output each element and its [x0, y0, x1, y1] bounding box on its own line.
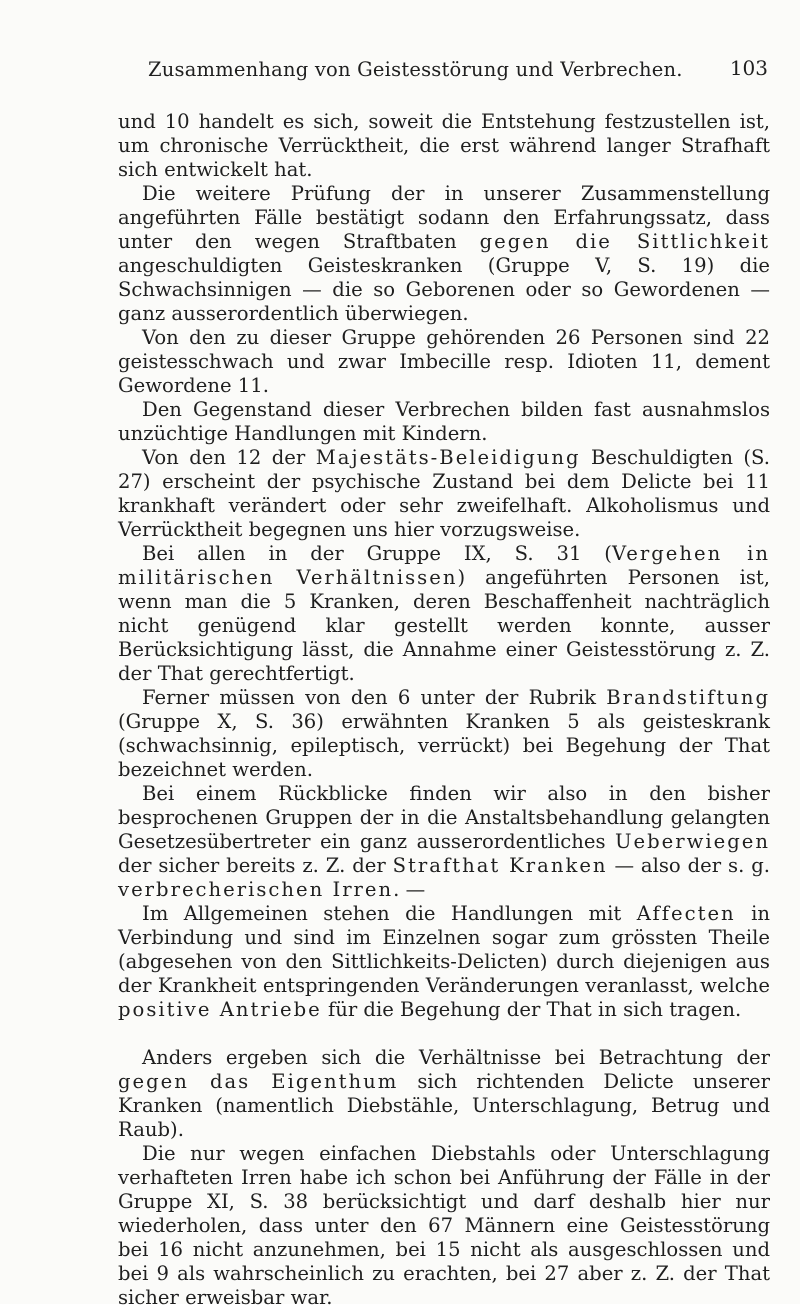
- paragraph: Die nur wegen einfachen Diebstahls oder Unterschlagung verhafteten Irren habe ich schon bei Anführung der Fälle in der Gruppe XI, S. 38 berücksichtigt und darf deshalb hier nur wiederholen, dass unter den 67 Männern eine Geistesstörung bei 16 nicht anzunehmen, bei 15 nicht als ausgeschlossen und bei 9 als wahrscheinlich zu erachten, bei 27 aber z. Z. der That sicher erweisbar war.: [118, 1142, 770, 1309]
- running-title: Zusammenhang von Geistesstörung und Verbrechen.: [148, 58, 683, 81]
- text-run: Im Allgemeinen stehen die Handlungen mit: [142, 902, 637, 925]
- text-run: Ferner müssen von den 6 unter der Rubrik: [142, 686, 607, 709]
- paragraph: [118, 1046, 770, 1142]
- spaced-emphasis: Brandstiftung: [606, 686, 770, 709]
- page-header: [118, 58, 768, 88]
- spaced-emphasis: gegen die Sittlichkeit: [479, 230, 770, 253]
- paragraph: und 10 handelt es sich, soweit die Entstehung festzustellen ist, um chronische Verrücktheit, die erst während langer Strafhaft sich entwickelt hat.: [118, 110, 770, 181]
- text-run: in Verbindung und sind im Einzelnen sogar zum grössten Theile (abgesehen von den Sittlichkeits-Delicten) durch diejenigen aus der Krankheit entspringenden Veränderungen veranlasst, welche: [118, 902, 770, 997]
- text-run: sich richtenden Delicte unserer Kranken (namentlich Diebstähle, Unterschlagung, Betrug und Raub).: [118, 1070, 770, 1141]
- spaced-emphasis: verbrecherischen Irren: [118, 878, 394, 901]
- text-run: ) angeführten Personen ist, wenn man die 5 Kranken, deren Beschaffenheit nachträglich nicht genügend klar gestellt werden konnte, ausser Berücksichtigung lässt, die Annahme einer Geistesstörung z. Z. der That gerechtfertigt.: [118, 566, 771, 685]
- paragraph: [118, 542, 770, 686]
- spaced-emphasis: Majestäts-Beleidigung: [315, 446, 581, 469]
- text-run: Bei allen in der Gruppe IX, S. 31 (: [142, 542, 612, 565]
- spaced-emphasis: Vergehen in militärischen Verhältnissen: [118, 542, 770, 589]
- paragraph: [118, 446, 770, 542]
- text-run: Anders ergeben sich die Verhältnisse bei Betrachtung der: [142, 1046, 770, 1069]
- paragraph: Von den zu dieser Gruppe gehörenden 26 Personen sind 22 geistesschwach und zwar Imbecille resp. Idioten 11, dement Gewordene 11.: [118, 326, 770, 397]
- text-run: — also der s. g.: [607, 854, 770, 877]
- text-run: Von den 12 der: [142, 446, 316, 469]
- text-run: der sicher bereits z. Z. der: [118, 854, 393, 877]
- paragraph: [118, 902, 770, 1022]
- text-run: für die Begehung der That in sich tragen.: [321, 998, 742, 1021]
- text-run: Die weitere Prüfung der in unserer Zusammenstellung angeführten Fälle bestätigt sodann den Erfahrungssatz, dass unter den wegen Straftbaten: [118, 182, 770, 253]
- text-run: (Gruppe X, S. 36) erwähnten Kranken 5 als geisteskrank (schwachsinnig, epileptisch, verrückt) bei Begehung der That bezeichnet werden.: [118, 710, 770, 781]
- spaced-emphasis: Ueberwiegen: [614, 830, 770, 853]
- section-gap: [118, 1022, 770, 1046]
- spaced-emphasis: positive Antriebe: [118, 998, 322, 1021]
- spaced-emphasis: Strafthat Kranken: [392, 854, 608, 877]
- text-run: Bei einem Rückblicke finden wir also in den bisher besprochenen Gruppen der in die Anstaltsbehandlung gelangten Gesetzesübertreter ein ganz ausserordentliches: [118, 782, 770, 853]
- text-run: angeschuldigten Geisteskranken (Gruppe V, S. 19) die Schwachsinnigen — die so Geborenen oder so Gewordenen — ganz ausserordentlich überwiegen.: [118, 254, 770, 325]
- paragraph: Den Gegenstand dieser Verbrechen bilden fast ausnahmslos unzüchtige Handlungen mit Kindern.: [118, 398, 770, 445]
- paragraph: [118, 782, 770, 902]
- spaced-emphasis: Affecten: [636, 902, 736, 925]
- text-run: Beschuldigten (S. 27) erscheint der psychische Zustand bei dem Delicte bei 11 krankhaft verändert oder sehr zweifelhaft. Alkoholismus und Verrücktheit begegnen uns hier vorzugsweise.: [118, 446, 771, 541]
- paragraph: [118, 686, 770, 782]
- body-text: [118, 110, 770, 1310]
- spaced-emphasis: gegen das Eigenthum: [118, 1070, 399, 1093]
- text-run: . —: [393, 878, 426, 901]
- page-number: 103: [729, 56, 768, 80]
- paragraph: [118, 182, 770, 326]
